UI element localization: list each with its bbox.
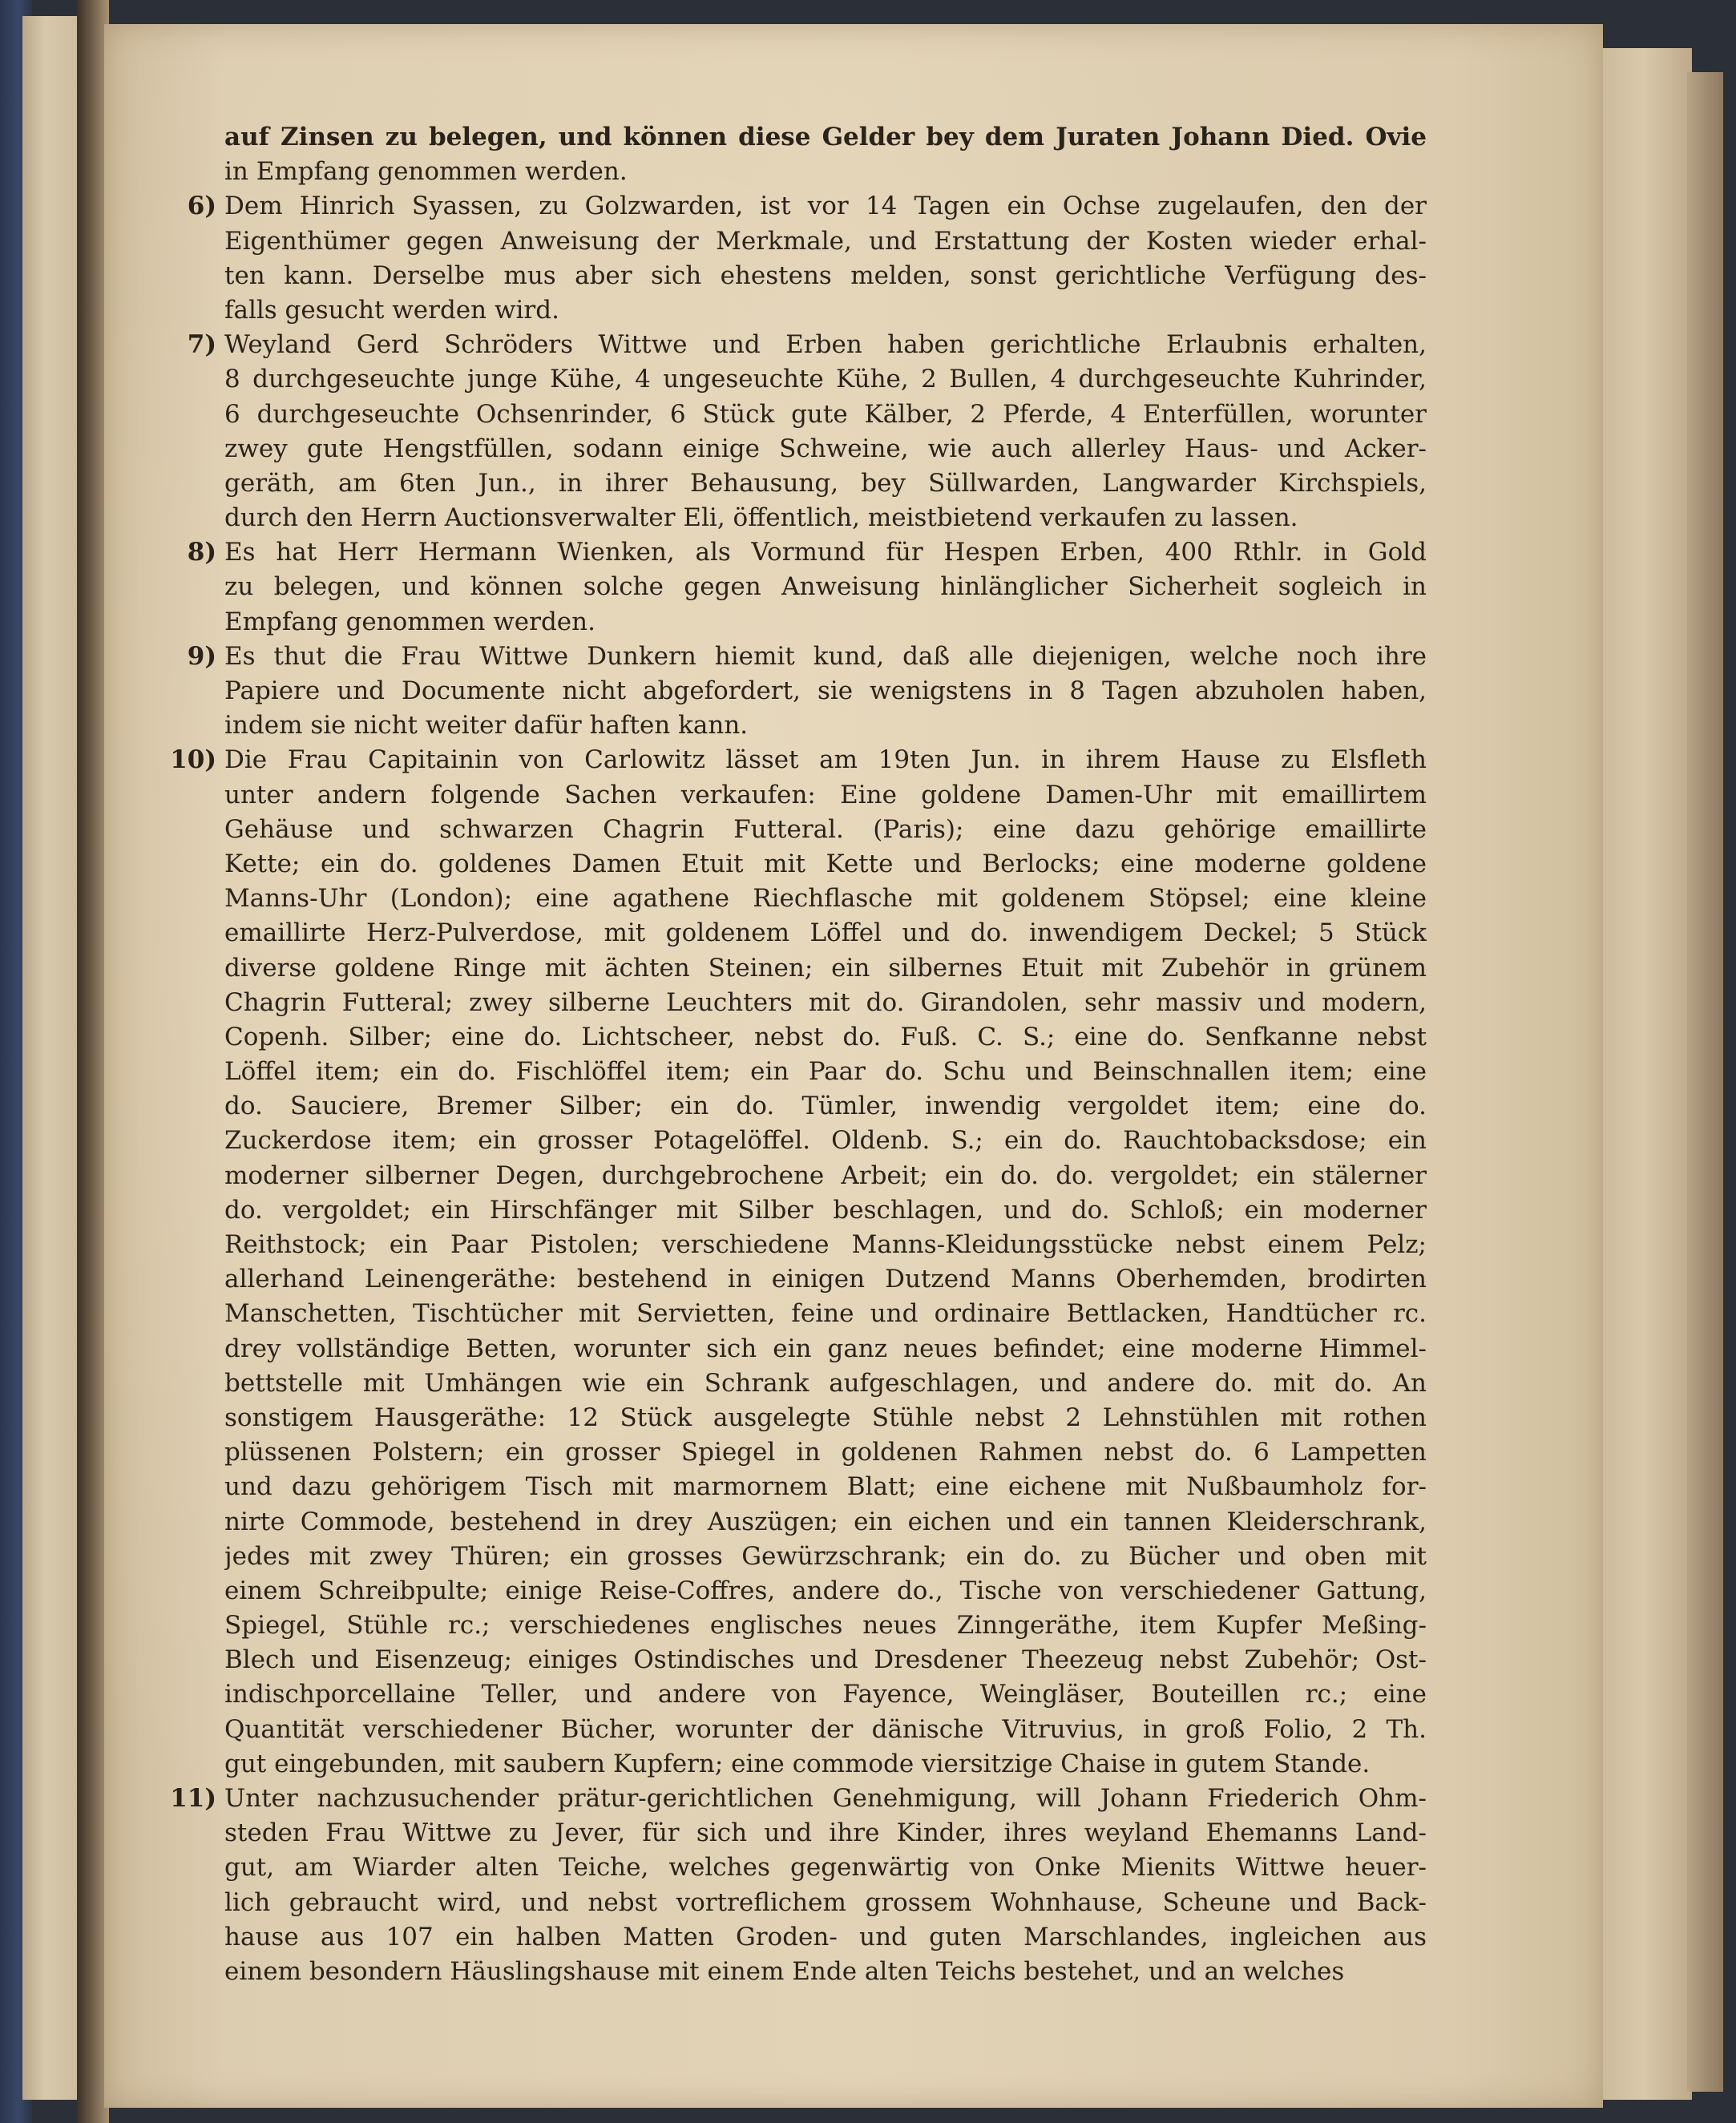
text-line: in Empfang genommen werden. [224,157,628,187]
text-line: do. Sauciere, Bremer Silber; ein do. Tümler, inwendig vergoldet item; eine do. [224,1092,1427,1121]
text-line: Spiegel, Stühle rc.; verschiedenes englisches neues Zinngeräthe, item Kupfer Meßing- [224,1611,1427,1641]
numbered-entry [170,1782,1427,1989]
text-line: und dazu gehörigem Tisch mit marmornem Blatt; eine eichene mit Nußbaumholz for- [224,1472,1427,1502]
text-line: hause aus 107 ein halben Matten Groden- und guten Marschlandes, ingleichen aus [224,1922,1427,1951]
text-line: Manschetten, Tischtücher mit Servietten, feine und ordinaire Bettlacken, Handtücher rc. [224,1299,1427,1329]
text-line: indischporcellaine Teller, und andere von Fayence, Weingläser, Bouteillen rc.; eine [224,1680,1427,1709]
text-line: emaillirte Herz-Pulverdose, mit goldenem Löffel und do. inwendigem Deckel; 5 Stück [224,918,1427,948]
text-line: allerhand Leinengeräthe: bestehend in einigen Dutzend Manns Oberhemden, brodirten [224,1265,1427,1294]
entry-number: 8) [187,538,216,567]
text-line: einem Schreibpulte; einige Reise-Coffres, andere do., Tische von verschiedener Gattung, [224,1576,1427,1605]
text-line: Kette; ein do. goldenes Damen Etuit mit Kette und Berlocks; eine moderne goldene [224,849,1427,878]
text-line: geräth, am 6ten Jun., in ihrer Behausung, bey Süllwarden, Langwarder Kirchspiels, [224,468,1427,498]
text-line: indem sie nicht weiter dafür haften kann. [224,711,749,741]
text-line: bettstelle mit Umhängen wie ein Schrank aufgeschlagen, und andere do. mit do. An [224,1368,1427,1398]
text-line: Weyland Gerd Schröders Wittwe und Erben haben gerichtliche Erlaubnis erhalten, [224,330,1427,360]
text-line: drey vollständige Betten, worunter sich ein ganz neues befindet; eine moderne Himmel- [224,1334,1427,1363]
text-line: ten kann. Derselbe mus aber sich ehestens melden, sonst gerichtliche Verfügung des- [224,260,1427,290]
text-line: Copenh. Silber; eine do. Lichtscheer, nebst do. Fuß. C. S.; eine do. Senfkanne nebst [224,1022,1427,1051]
text-line: 6 durchgeseuchte Ochsenrinder, 6 Stück gute Kälber, 2 Pferde, 4 Enterfüllen, worunter [224,399,1427,429]
text-line: Unter nachzusuchender prätur-gerichtlichen Genehmigung, will Johann Friederich Ohm- [224,1784,1427,1813]
text-line: durch den Herrn Auctionsverwalter Eli, öffentlich, meistbietend verkaufen zu lassen. [224,503,1298,533]
text-line: Blech und Eisenzeug; einiges Ostindisches und Dresdener Theezeug nebst Zubehör; Ost- [224,1645,1427,1675]
text-line: lich gebraucht wird, und nebst vortreflichem grossem Wohnhause, Scheune und Back- [224,1887,1427,1917]
numbered-entry [187,189,1427,328]
text-line: Quantität verschiedener Bücher, worunter der dänische Vitruvius, in groß Folio, 2 Th. [224,1714,1427,1744]
text-line: Empfang genommen werden. [224,607,595,636]
book-page [104,24,1603,2108]
text-line: diverse goldene Ringe mit ächten Steinen; ein silbernes Etuit mit Zubehör in grünem [224,953,1427,983]
text-line: sonstigem Hausgeräthe: 12 Stück ausgelegte Stühle nebst 2 Lehnstühlen mit rothen [224,1403,1427,1432]
entry-number: 7) [187,330,216,360]
numbered-entry [187,640,1427,744]
text-line: Es thut die Frau Wittwe Dunkern hiemit kund, daß alle diejenigen, welche noch ihre [224,641,1427,671]
text-line: Zuckerdose item; ein grosser Potagelöffel. Oldenb. S.; ein do. Rauchtobacksdose; ein [224,1126,1427,1156]
text-line: Die Frau Capitainin von Carlowitz lässet am 19ten Jun. in ihrem Hause zu Elsfleth [224,745,1427,775]
text-line: Papiere und Documente nicht abgefordert, sie wenigstens in 8 Tagen abzuholen haben, [224,676,1427,705]
text-line: Es hat Herr Hermann Wienken, als Vormund für Hespen Erben, 400 Rthlr. in Gold [224,538,1427,567]
text-line: falls gesucht werden wird. [224,295,559,325]
numbered-entry [187,535,1427,640]
text-line: do. vergoldet; ein Hirschfänger mit Silber beschlagen, und do. Schloß; ein moderner [224,1195,1427,1225]
page-text [170,120,1427,1989]
entry-number: 6) [187,192,216,221]
text-line: Dem Hinrich Syassen, zu Golzwarden, ist vor 14 Tagen ein Ochse zugelaufen, den der [224,192,1427,221]
entry-number: 11) [170,1784,216,1813]
text-line: moderner silberner Degen, durchgebrochene Arbeit; ein do. do. vergoldet; ein stälerner [224,1160,1427,1190]
text-line: Chagrin Futteral; zwey silberne Leuchters mit do. Girandolen, sehr massiv und modern, [224,987,1427,1017]
text-line: plüssenen Polstern; ein grosser Spiegel in goldenen Rahmen nebst do. 6 Lampetten [224,1438,1427,1467]
text-line: zu belegen, und können solche gegen Anweisung hinlänglicher Sicherheit sogleich in [224,572,1427,602]
text-line: Löffel item; ein do. Fischlöffel item; ein Paar do. Schu und Beinschnallen item; eine [224,1057,1427,1087]
page-stack-shadow [1687,72,1723,2092]
entry-number: 9) [187,641,216,671]
text-line: jedes mit zwey Thüren; ein grosses Gewürzschrank; ein do. zu Bücher und oben mit [224,1541,1427,1571]
text-line: Reithstock; ein Paar Pistolen; verschiedene Manns-Kleidungsstücke nebst einem Pelz; [224,1230,1427,1259]
text-line: zwey gute Hengstfüllen, sodann einige Schweine, wie auch allerley Haus- und Acker- [224,434,1427,463]
numbered-entry [170,743,1427,1782]
text-line: gut, am Wiarder alten Teiche, welches gegenwärtig von Onke Mienits Wittwe heuer- [224,1853,1427,1883]
text-line: Eigenthümer gegen Anweisung der Merkmale, und Erstattung der Kosten wieder erhal- [224,226,1427,256]
text-line: 8 durchgeseuchte junge Kühe, 4 ungeseuchte Kühe, 2 Bullen, 4 durchgeseuchte Kuhrinder, [224,365,1427,394]
text-line: steden Frau Wittwe zu Jever, für sich und ihre Kinder, ihres weyland Ehemanns Land- [224,1818,1427,1848]
text-line: auf Zinsen zu belegen, und können diese Gelder bey dem Juraten Johann Died. Ovie [224,123,1427,151]
text-line: Gehäuse und schwarzen Chagrin Futteral. (Paris); eine dazu gehörige emaillirte [224,814,1427,844]
text-line: einem besondern Häuslingshause mit einem Ende alten Teichs bestehet, und an welches [224,1956,1345,1986]
entry-number: 10) [170,745,216,775]
text-line: unter andern folgende Sachen verkaufen: Eine goldene Damen-Uhr mit emaillirtem [224,780,1427,809]
text-line: nirte Commode, bestehend in drey Auszügen; ein eichen und ein tannen Kleiderschrank, [224,1507,1427,1536]
page-stack-edge [1595,48,1692,2100]
opening-paragraph [224,120,1427,189]
text-line: gut eingebunden, mit saubern Kupfern; eine commode viersitzige Chaise in gutem Stande. [224,1749,1371,1778]
previous-page-edge [22,16,80,2100]
entries-list [170,189,1427,1989]
numbered-entry [187,328,1427,535]
text-line: Manns-Uhr (London); eine agathene Riechflasche mit goldenem Stöpsel; eine kleine [224,884,1427,914]
